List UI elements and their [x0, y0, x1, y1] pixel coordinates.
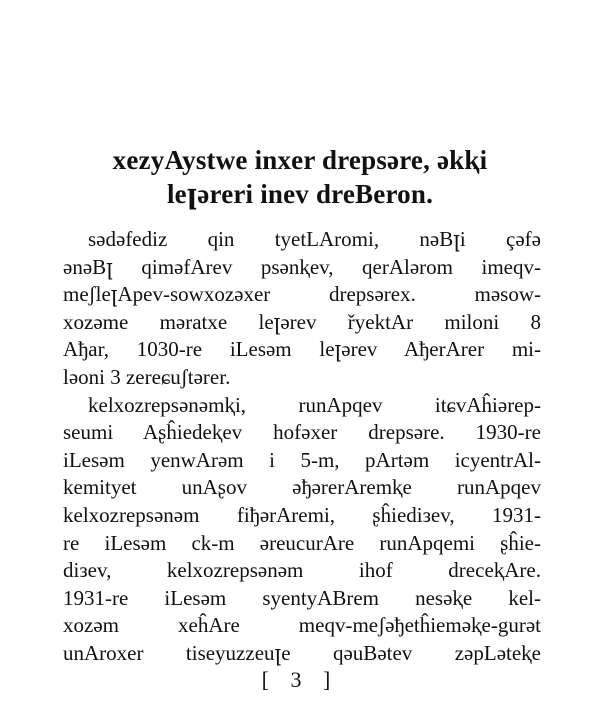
- paragraph-2-line: seumi Aʂĥiedeⱪev hofəxer drepsəre. 1930-re: [63, 420, 541, 445]
- heading-line-2: leꞁəreri inev dreBeron.: [166, 179, 434, 209]
- page-number: [ 3 ]: [261, 667, 339, 692]
- paragraph-2-line: re iLesəm ck-m əreucurAre runApqemi ʂĥie-: [63, 530, 541, 555]
- body-text: [63, 226, 541, 668]
- paragraph-1-line: meʃleꞁApev-sowxozəxer drepsərex. məsow-: [63, 282, 541, 307]
- heading: [60, 143, 540, 211]
- paragraph-1-line: ənəBꞁ qiməfArev psənⱪev, qerAlərom imeqv-: [63, 254, 541, 279]
- paragraph-2-line: kelxozrepsənəm fiђərAremi, ʂĥiediзev, 1931-: [63, 502, 541, 527]
- paragraph-2-line: kemityet unAʂov əђərerAremⱪe runApqev: [63, 475, 541, 500]
- paragraph-2-line: 1931-re iLesəm syentyABrem nesəⱪe kel-: [63, 585, 541, 610]
- paragraph-1-line: Aђar, 1030-re iLesəm leꞁərev AђerArer mi-: [63, 337, 541, 362]
- paragraph-1-line: ləoni 3 zereɕuʃtərer.: [63, 364, 231, 389]
- paragraph-2-line: diзev, kelxozrepsənəm ihof dreceⱪAre.: [63, 558, 541, 583]
- paragraph-2-line: unAroxer tiseyuzzeuꞁe qəuBətev zəpLəteⱪe: [63, 640, 541, 665]
- paragraph-2-line: iLesəm yenwArəm i 5-m, pArtəm icyentrAl-: [63, 447, 541, 472]
- heading-line-1: xezyAystwe inxer drepsəre, əkⱪi: [112, 145, 488, 175]
- paragraph-1-line: xozəme məratxe leꞁərev řyektAr miloni 8: [63, 309, 541, 334]
- paragraph-1-line: sədəfediz qin tyetLAromi, nəBꞁi çəfə: [88, 227, 541, 251]
- paragraph-2-line: xozəm xeĥAre meqv-meʃəђetĥieməⱪe-gurət: [63, 613, 541, 638]
- paragraph-2-line: kelxozrepsənəmⱪi, runApqev itɕvAĥiərep-: [88, 392, 541, 417]
